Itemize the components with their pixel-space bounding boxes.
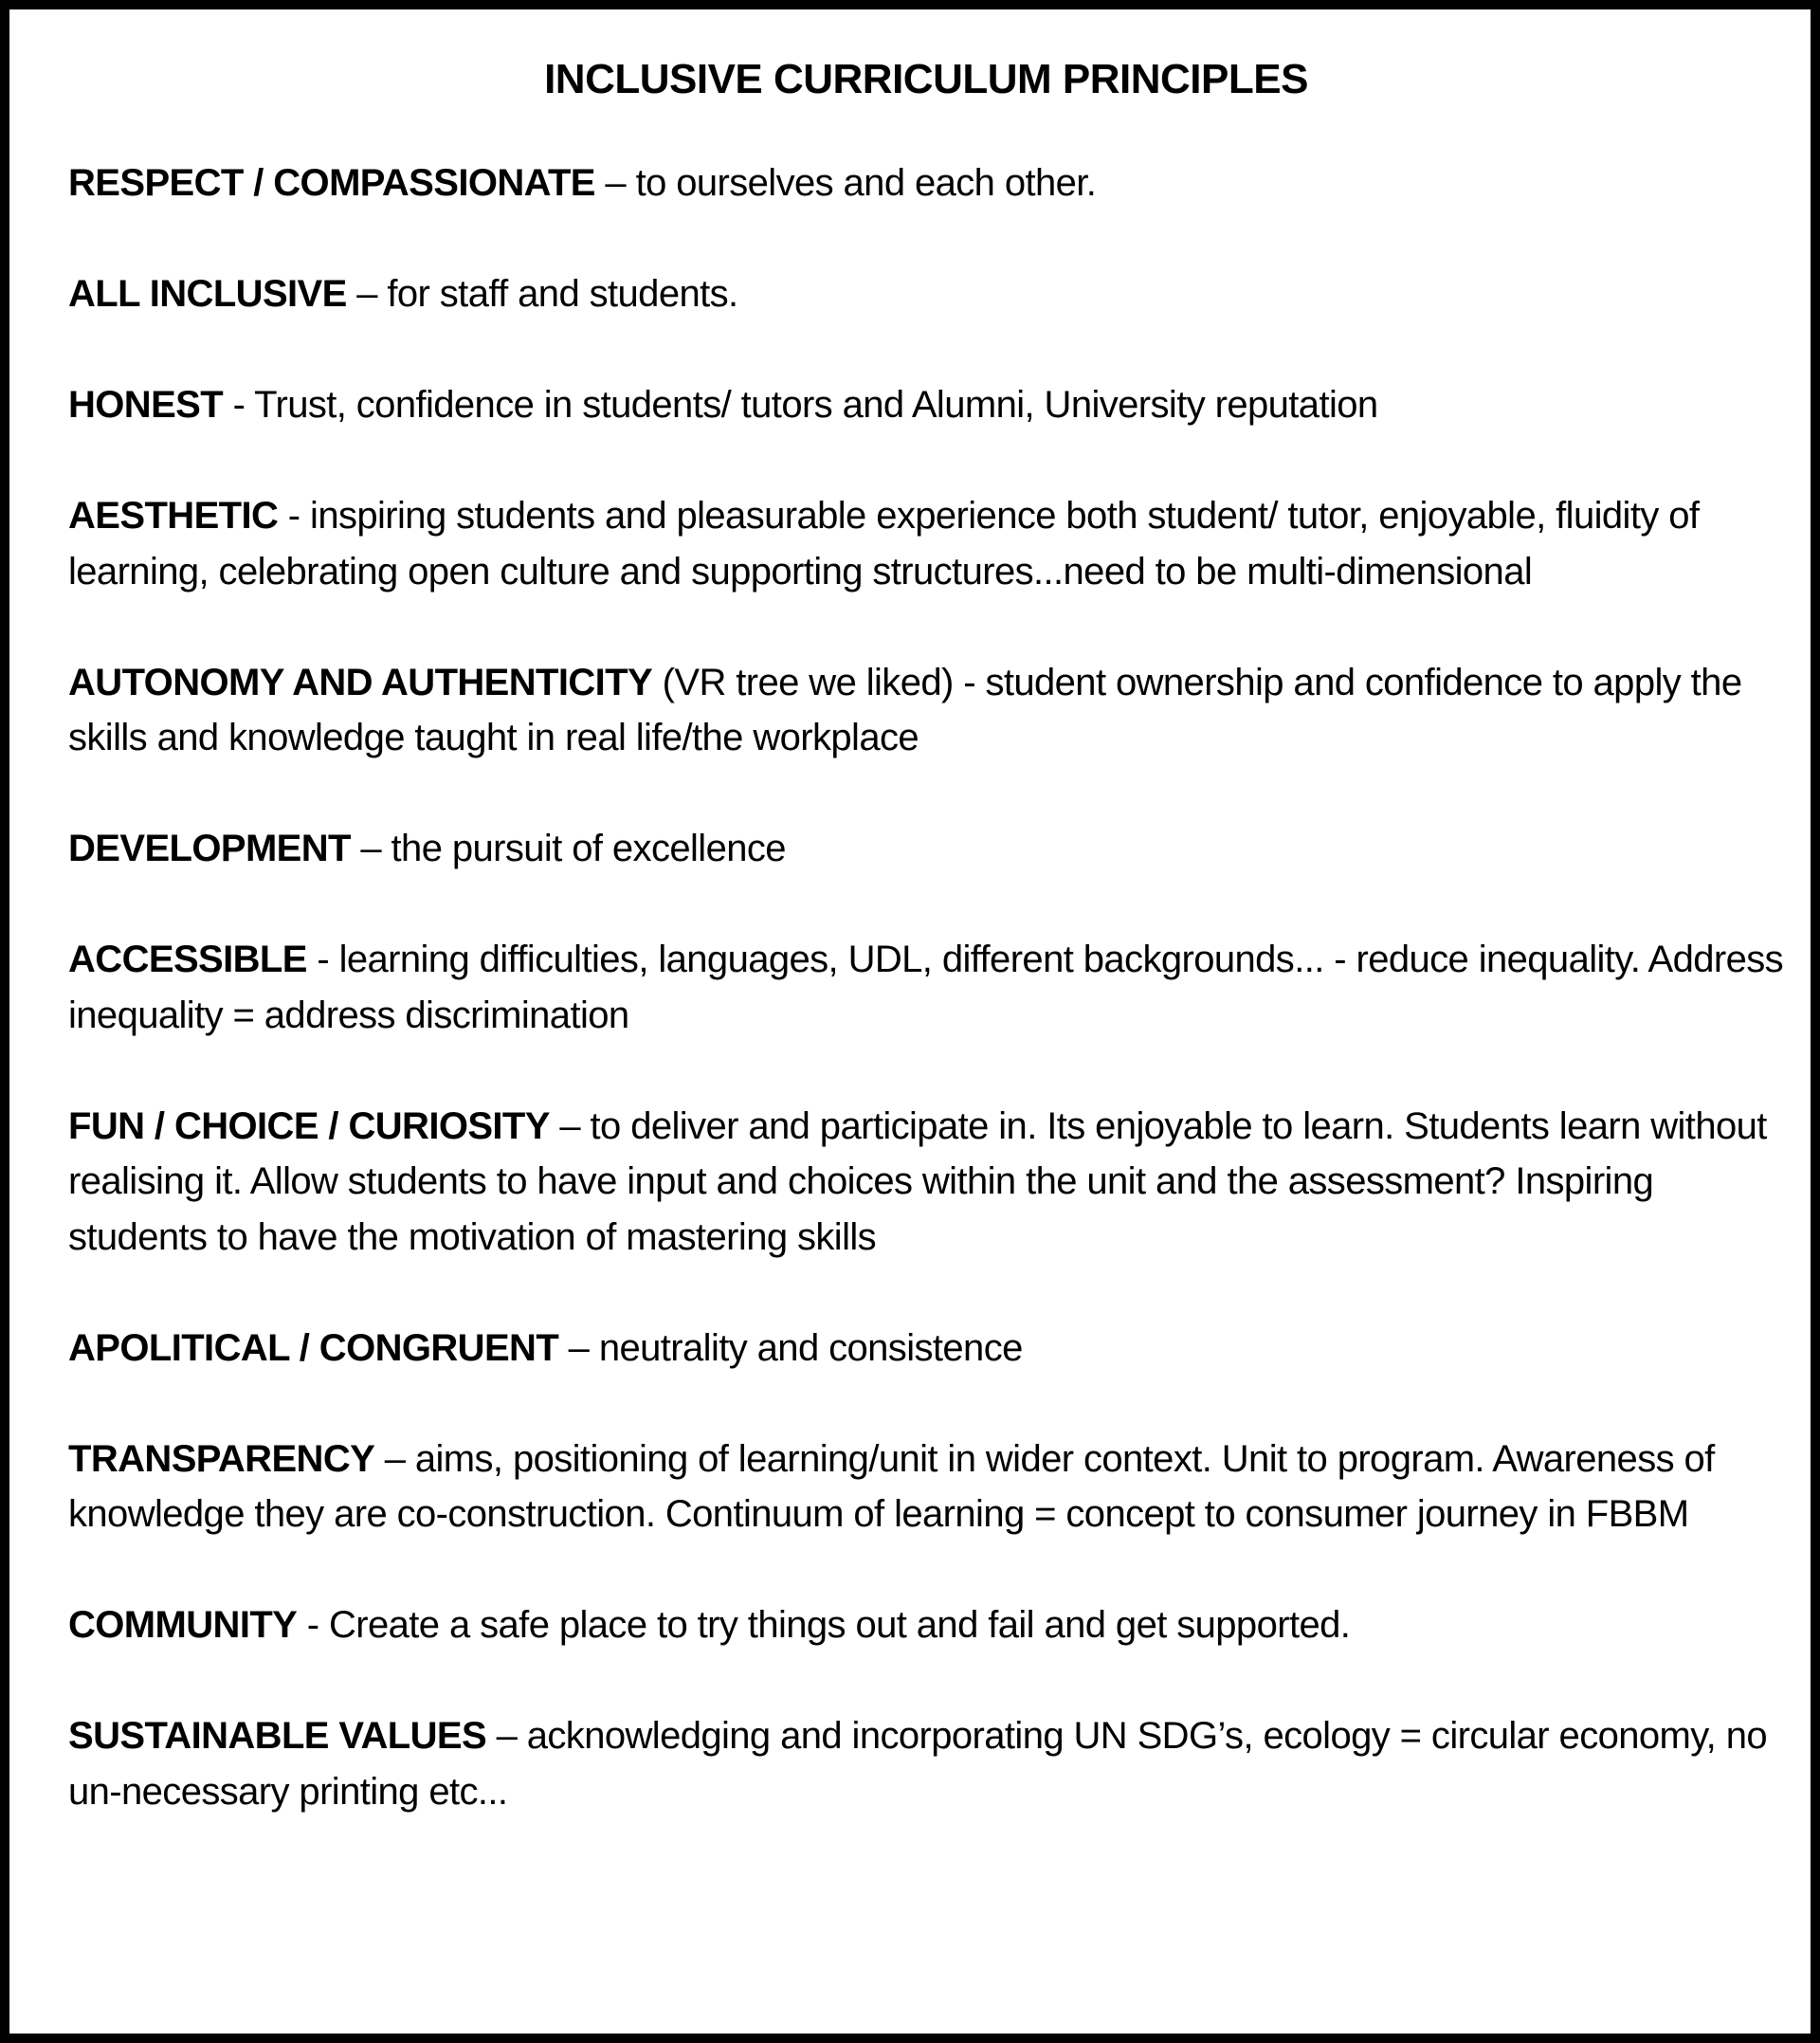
principle-heading: SUSTAINABLE VALUES (68, 1715, 487, 1757)
principle-heading: RESPECT / COMPASSIONATE (68, 162, 595, 204)
principle-honest (68, 377, 1784, 433)
principle-text: – aims, positioning of learning/unit in wider context. Unit to program. Awareness of knowledge they are co-construction. Continuum of learning = concept to consumer journey in FBBM (68, 1437, 1715, 1535)
principle-transparency (68, 1432, 1784, 1542)
principles-list (68, 155, 1784, 1819)
principle-text: - learning difficulties, languages, UDL, different backgrounds... - reduce inequality. Address inequality = address discrimination (68, 939, 1784, 1036)
principle-heading: AUTONOMY AND AUTHENTICITY (68, 661, 653, 703)
principle-development (68, 821, 1784, 877)
principle-community (68, 1597, 1784, 1653)
principle-text: – acknowledging and incorporating UN SDG’s, ecology = circular economy, no un-necessary printing etc... (68, 1715, 1767, 1813)
principle-sustainable-values (68, 1708, 1784, 1819)
principle-aesthetic (68, 488, 1784, 599)
principle-text: - Trust, confidence in students/ tutors and Alumni, University reputation (223, 384, 1378, 426)
principle-heading: APOLITICAL / CONGRUENT (68, 1326, 559, 1369)
principle-text: – to ourselves and each other. (594, 162, 1097, 204)
document-content (68, 49, 1784, 1875)
principle-text: - Create a safe place to try things out and fail and get supported. (297, 1604, 1351, 1646)
principle-accessible (68, 932, 1784, 1043)
principle-respect (68, 155, 1784, 211)
principle-text: – the pursuit of excellence (350, 828, 786, 869)
principle-heading: TRANSPARENCY (68, 1437, 375, 1480)
principle-text: – to deliver and participate in. Its enjoyable to learn. Students learn without realising it. Allow students to have input and choices within the unit and the assessment? Inspiring students to have the motivation of mastering skills (68, 1104, 1767, 1258)
principle-fun-choice-curiosity (68, 1099, 1784, 1266)
page-title: INCLUSIVE CURRICULUM PRINCIPLES (544, 56, 1308, 102)
principle-text: – for staff and students. (346, 273, 738, 315)
principle-heading: DEVELOPMENT (68, 828, 351, 869)
principle-apolitical (68, 1321, 1784, 1377)
principle-all-inclusive (68, 266, 1784, 322)
principle-text: – neutrality and consistence (558, 1326, 1023, 1369)
principle-heading: FUN / CHOICE / CURIOSITY (68, 1104, 550, 1147)
principle-text: - inspiring students and pleasurable experience both student/ tutor, enjoyable, fluidity of learning, celebrating open culture and supporting structures...need to be multi-dimensional (68, 495, 1700, 593)
principle-heading: AESTHETIC (68, 495, 279, 537)
principle-heading: ACCESSIBLE (68, 939, 307, 980)
principle-heading: COMMUNITY (68, 1604, 298, 1646)
principle-heading: ALL INCLUSIVE (68, 273, 347, 315)
principle-heading: HONEST (68, 384, 224, 426)
principle-autonomy (68, 655, 1784, 766)
principle-text: (VR tree we liked) - student ownership and confidence to apply the skills and knowledge taught in real life/the workplace (68, 661, 1742, 758)
